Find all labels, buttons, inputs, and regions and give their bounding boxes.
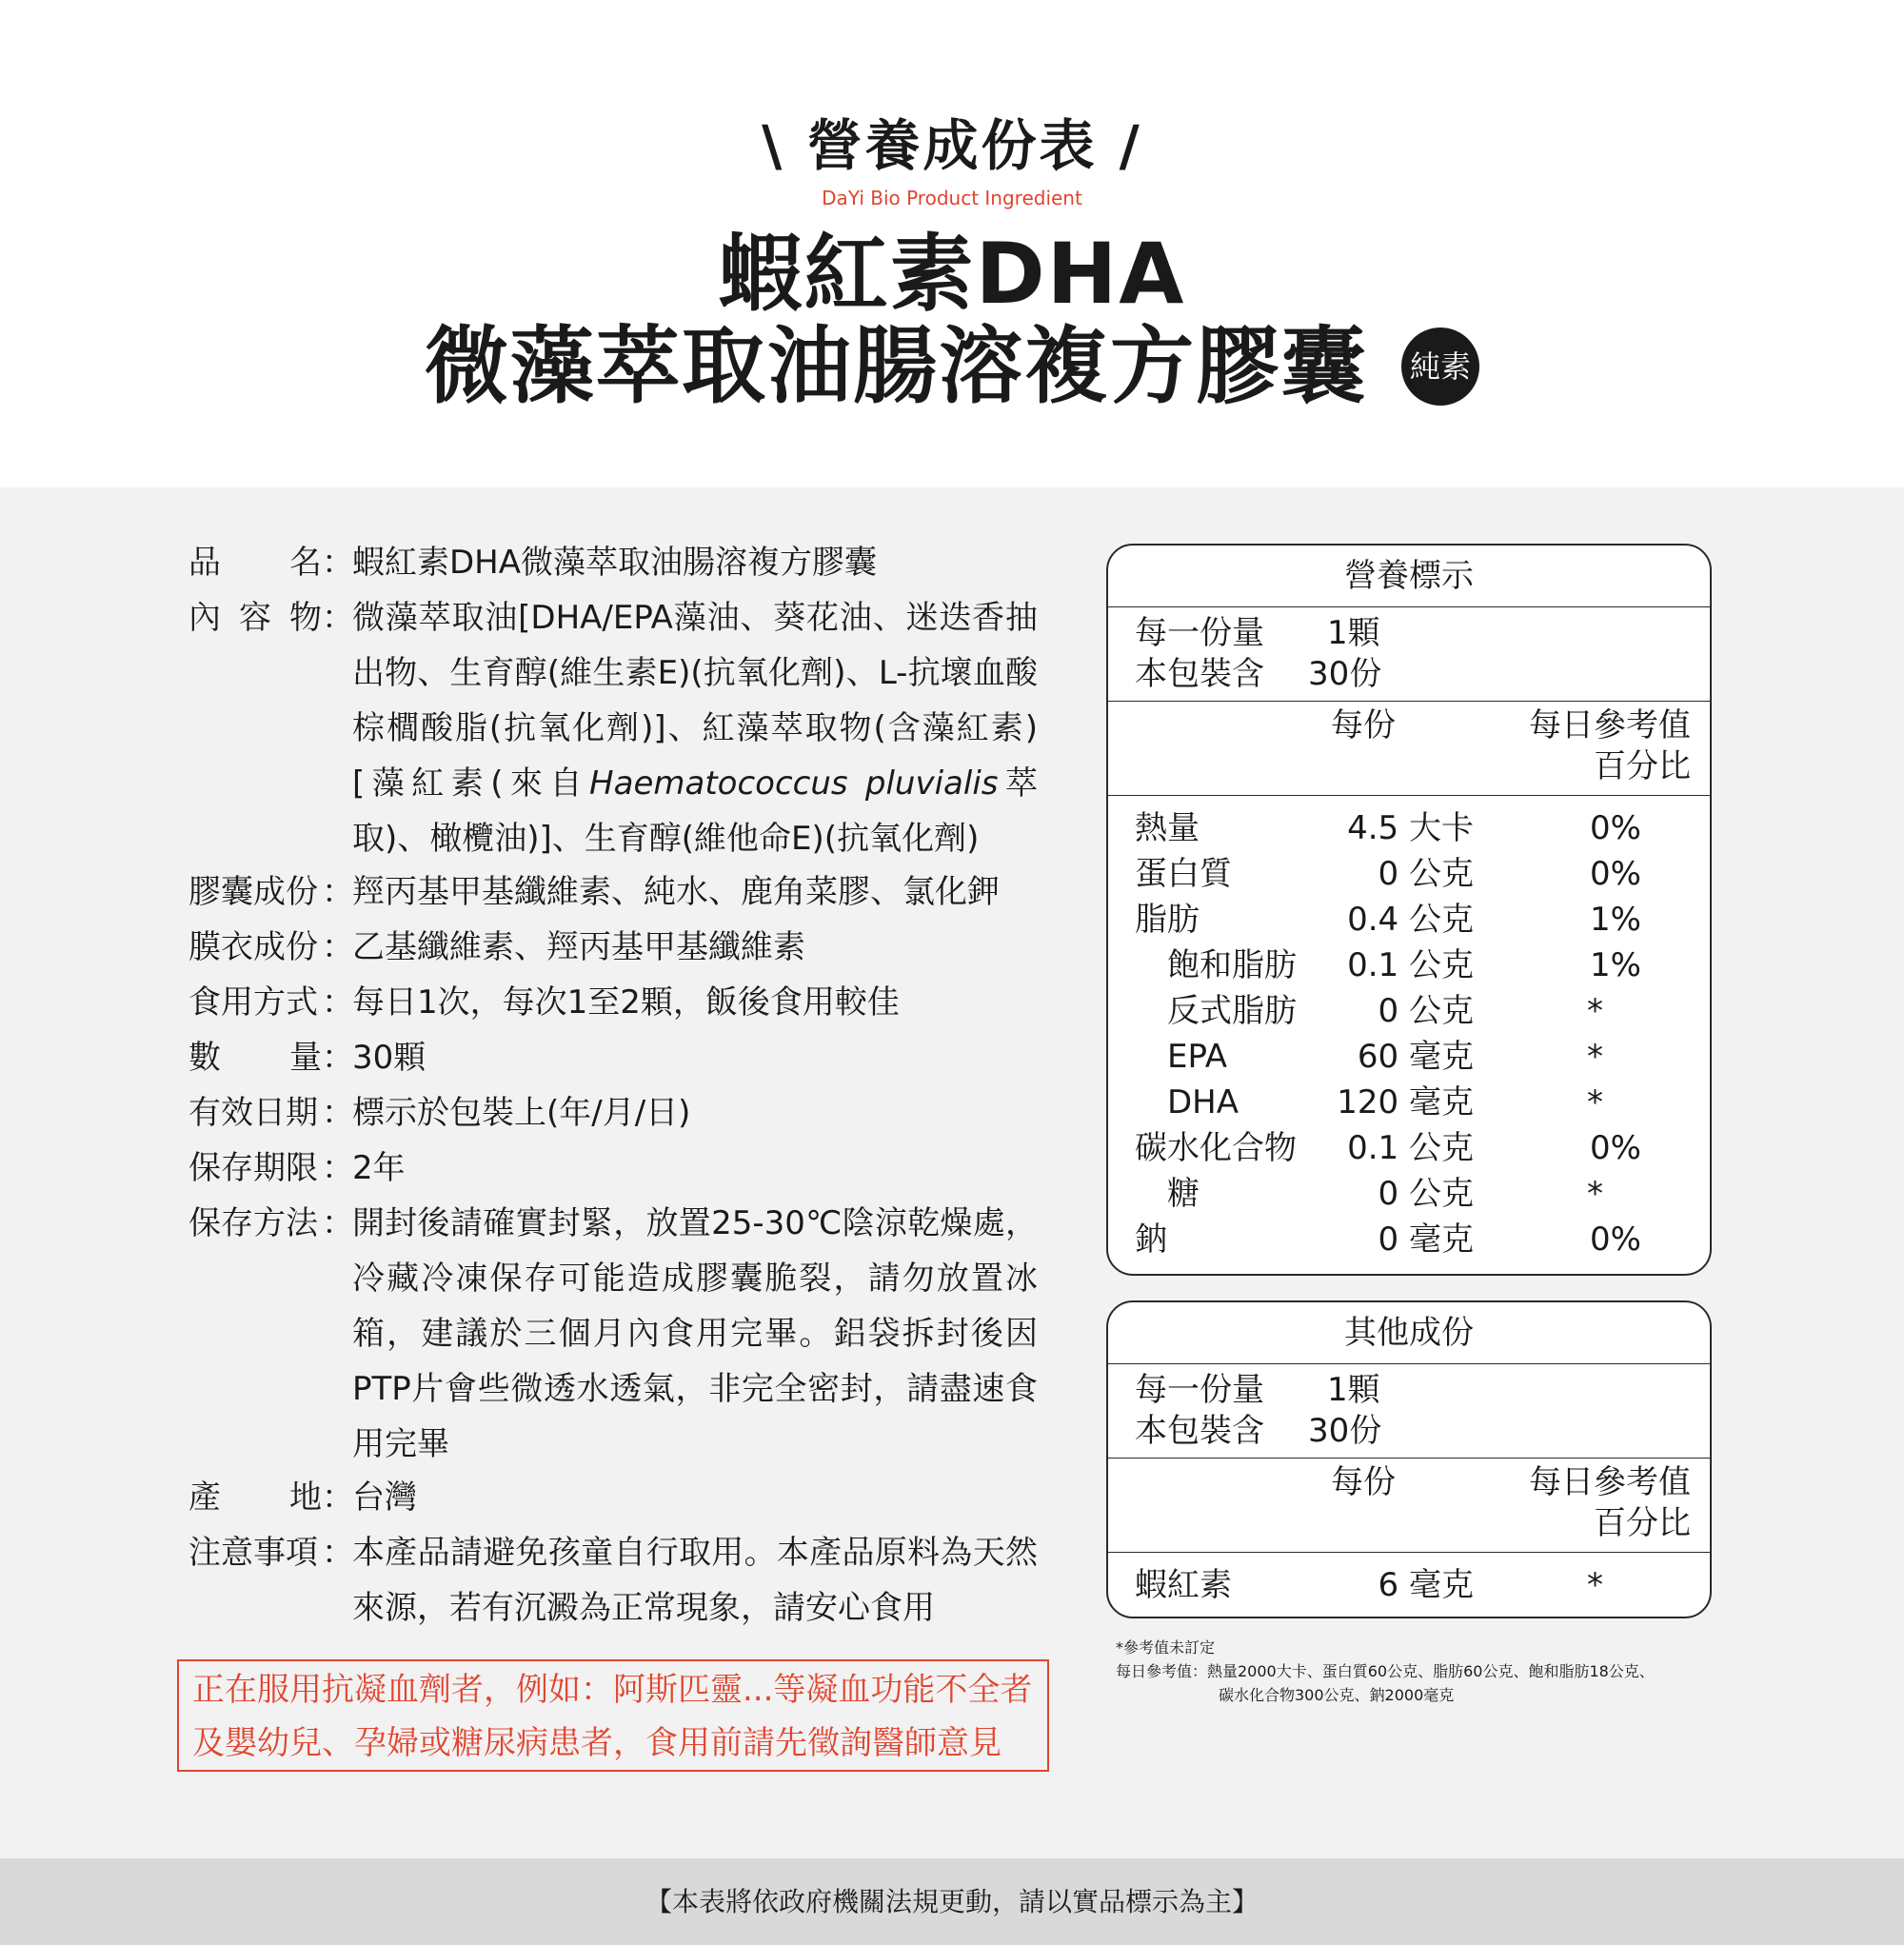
pack-label: 本包裝含 (1135, 655, 1264, 693)
nutrient-amount: 0.4 公克 (1347, 901, 1474, 939)
nutrition-panel (1106, 544, 1712, 1276)
nutrition-title: 營養標示 (1108, 546, 1710, 607)
info-row-shelf-life (188, 1141, 1045, 1196)
info-label: 保存方法 (188, 1204, 318, 1242)
nutrient-name: 脂肪 (1135, 901, 1200, 939)
info-value: 蝦紅素DHA微藻萃取油腸溶複方膠囊 (352, 544, 878, 582)
info-value (352, 590, 1038, 866)
info-value: 每日1次，每次1至2顆，飯後食用較佳 (352, 983, 900, 1022)
nutrient-amount: 0 公克 (1378, 992, 1474, 1030)
other-row (1108, 1562, 1710, 1608)
nutrient-name: 糖 (1167, 1175, 1200, 1213)
nutrient-pct: 0% (1590, 809, 1641, 847)
label-char: 物 (289, 599, 322, 637)
product-title-line1: 蝦紅素DHA (718, 225, 1186, 323)
pack-value: 30份 (1308, 1412, 1382, 1450)
colon: ： (322, 1479, 354, 1517)
warning-box (177, 1659, 1049, 1772)
label-char: 名 (289, 544, 322, 582)
contents-text-b: 萃取)、橄欖油)]、生育醇(維他命E)(抗氧化劑) (352, 764, 1039, 858)
nutrient-row (1108, 1080, 1710, 1125)
info-label: 注意事項 (188, 1534, 318, 1572)
nutrient-pct: * (1587, 1038, 1603, 1076)
label-char: 產 (188, 1479, 221, 1517)
nutrient-name: 蛋白質 (1135, 855, 1232, 893)
nutrient-row (1108, 1125, 1710, 1171)
nutrient-name: EPA (1167, 1038, 1228, 1076)
serving-value: 1顆 (1327, 614, 1380, 652)
info-value: 2年 (352, 1149, 406, 1187)
colon: ： (322, 1094, 354, 1132)
info-label: 膠囊成份 (188, 873, 318, 911)
other-title: 其他成份 (1108, 1302, 1710, 1364)
nutrient-row (1108, 1171, 1710, 1217)
info-label (188, 535, 322, 590)
nutrient-row (1108, 988, 1710, 1034)
contents-italic: Haematococcus pluvialis (589, 764, 999, 803)
col-daily-ref: 每日參考值 (1529, 1463, 1691, 1501)
col-per-serving: 每份 (1331, 706, 1396, 744)
nutrient-list (1108, 796, 1710, 1262)
col-per-serving: 每份 (1331, 1463, 1396, 1501)
colon: ： (322, 1534, 354, 1572)
serving-label: 每一份量 (1135, 1371, 1264, 1409)
nutrient-pct: 0% (1590, 855, 1641, 893)
colon: ： (322, 544, 354, 582)
product-title-line2: 微藻萃取油腸溶複方膠囊 (424, 317, 1367, 415)
nutrient-amount: 60 毫克 (1357, 1038, 1474, 1076)
info-label: 膜衣成份 (188, 928, 318, 966)
nutrient-name: 碳水化合物 (1135, 1129, 1297, 1167)
nutrient-row (1108, 805, 1710, 851)
footnote-line1: *參考值未訂定 (1116, 1638, 1216, 1657)
other-list (1108, 1553, 1710, 1608)
nutrient-row (1108, 1034, 1710, 1080)
nutrient-row (1108, 943, 1710, 988)
section-title: \ 營養成份表 / (762, 113, 1142, 178)
info-row-coating (188, 920, 1045, 975)
colon: ： (322, 599, 354, 637)
info-row-capsule (188, 864, 1045, 920)
nutrient-pct: 0% (1590, 1221, 1641, 1259)
contents-text-a: 微藻萃取油[DHA/EPA藻油、葵花油、迷迭香抽出物、生育醇(維生素E)(抗氧化劑)、L-抗壞血酸棕櫚酸脂(抗氧化劑)]、紅藻萃取物(含藻紅素)[藻紅素(來自 (352, 599, 1038, 803)
product-title-line2-wrap (0, 314, 1904, 419)
colon: ： (322, 1039, 354, 1077)
info-row-notice (188, 1525, 1045, 1636)
nutrient-row (1108, 897, 1710, 943)
nutrient-amount: 0 公克 (1378, 855, 1474, 893)
info-value: 開封後請確實封緊，放置25-30℃陰涼乾燥處，冷藏冷凍保存可能造成膠囊脆裂，請勿放置冰箱，建議於三個月內食用完畢。鋁袋拆封後因PTP片會些微透水透氣，非完全密封，請盡速食用完畢 (352, 1204, 1038, 1463)
label-char: 容 (239, 599, 271, 637)
col-daily-ref: 每日參考值 (1529, 706, 1691, 744)
info-value: 本產品請避免孩童自行取用。本產品原料為天然來源，若有沉澱為正常現象，請安心食用 (352, 1534, 1038, 1627)
col-daily-pct: 百分比 (1594, 1504, 1691, 1542)
label-char: 量 (289, 1039, 322, 1077)
vegan-badge: 純素 (1401, 327, 1479, 406)
info-value: 標示於包裝上(年/月/日) (352, 1094, 691, 1132)
nutrient-pct: * (1587, 1083, 1603, 1121)
colon: ： (322, 928, 354, 966)
nutrient-name: 鈉 (1135, 1221, 1167, 1259)
col-daily-pct: 百分比 (1594, 747, 1691, 785)
nutrient-amount: 0 毫克 (1378, 1221, 1474, 1259)
nutrient-amount: 0.1 公克 (1347, 1129, 1474, 1167)
other-serving-info (1108, 1364, 1710, 1459)
nutrient-amount: 4.5 大卡 (1347, 809, 1474, 847)
nutrient-amount: 0.1 公克 (1347, 946, 1474, 984)
footnote-line3: 碳水化合物300公克、鈉2000毫克 (1219, 1686, 1455, 1704)
nutrient-pct: * (1587, 992, 1603, 1030)
label-char: 地 (289, 1479, 322, 1517)
info-value: 乙基纖維素、羥丙基甲基纖維素 (352, 928, 805, 966)
label-char: 品 (188, 544, 221, 582)
info-value: 30顆 (352, 1039, 426, 1077)
info-row-usage (188, 975, 1045, 1030)
nutrient-name: 熱量 (1135, 809, 1200, 847)
colon: ： (322, 983, 354, 1022)
info-row-storage (188, 1196, 1045, 1472)
colon: ： (322, 873, 354, 911)
label-char: 數 (188, 1039, 221, 1077)
footnote-line2: 每日參考值：熱量2000大卡、蛋白質60公克、脂肪60公克、飽和脂肪18公克、 (1116, 1662, 1655, 1680)
info-label: 有效日期 (188, 1094, 318, 1132)
nutrient-pct: 0% (1590, 1129, 1641, 1167)
subtitle: DaYi Bio Product Ingredient (822, 187, 1082, 209)
other-column-headers (1108, 1459, 1710, 1553)
serving-label: 每一份量 (1135, 614, 1264, 652)
warning-line1: 正在服用抗凝血劑者，例如：阿斯匹靈...等凝血功能不全者 (192, 1671, 1033, 1709)
info-row-contents (188, 590, 1045, 866)
info-label: 食用方式 (188, 983, 318, 1022)
nutrient-name: DHA (1167, 1083, 1240, 1121)
info-row-expiry (188, 1085, 1045, 1141)
header (0, 0, 1904, 487)
nutrient-amount: 0 公克 (1378, 1175, 1474, 1213)
colon: ： (322, 1204, 354, 1242)
ingredient-name: 蝦紅素 (1135, 1566, 1232, 1604)
label-char: 內 (188, 599, 221, 637)
warning-line2: 及嬰幼兒、孕婦或糖尿病患者，食用前請先徵詢醫師意見 (192, 1724, 1002, 1762)
info-label: 保存期限 (188, 1149, 318, 1187)
column-headers (1108, 702, 1710, 796)
info-value: 台灣 (352, 1479, 417, 1517)
nutrient-name: 飽和脂肪 (1167, 946, 1297, 984)
serving-info (1108, 607, 1710, 702)
info-label (188, 1030, 322, 1085)
info-label (188, 590, 322, 866)
pack-value: 30份 (1308, 655, 1382, 693)
ingredient-pct: * (1587, 1566, 1603, 1604)
nutrient-pct: 1% (1590, 946, 1641, 984)
info-label (188, 1470, 322, 1525)
ingredient-amount: 6 毫克 (1378, 1566, 1474, 1604)
info-value: 羥丙基甲基纖維素、純水、鹿角菜膠、氯化鉀 (352, 873, 1000, 911)
nutrient-name: 反式脂肪 (1167, 992, 1297, 1030)
other-ingredients-panel (1106, 1300, 1712, 1618)
serving-value: 1顆 (1327, 1371, 1380, 1409)
bottom-notice-bar: 【本表將依政府機關法規更動，請以實品標示為主】 (0, 1858, 1904, 1945)
nutrient-amount: 120 毫克 (1337, 1083, 1474, 1121)
nutrient-row (1108, 851, 1710, 897)
info-row-name (188, 535, 1045, 590)
nutrient-pct: 1% (1590, 901, 1641, 939)
nutrient-row (1108, 1217, 1710, 1262)
nutrient-pct: * (1587, 1175, 1603, 1213)
info-row-quantity (188, 1030, 1045, 1085)
colon: ： (322, 1149, 354, 1187)
pack-label: 本包裝含 (1135, 1412, 1264, 1450)
info-row-origin (188, 1470, 1045, 1525)
